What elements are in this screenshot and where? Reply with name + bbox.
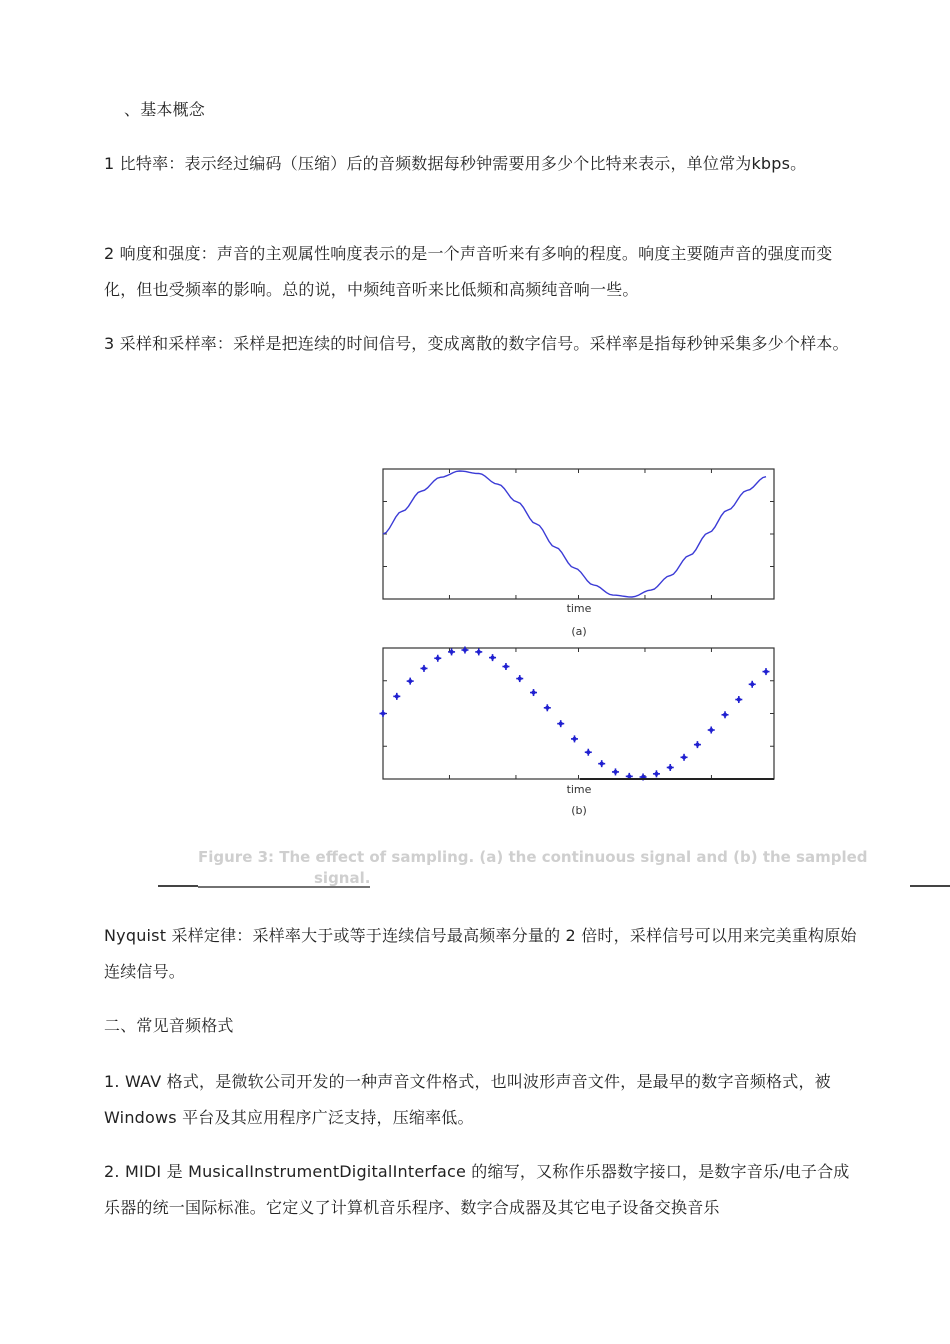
sample-point — [694, 741, 701, 748]
continuous-signal-line — [383, 471, 766, 597]
sample-point — [420, 665, 427, 672]
sample-point — [667, 764, 674, 771]
sample-point — [434, 655, 441, 662]
sample-point — [516, 675, 523, 682]
sample-point — [544, 704, 551, 711]
paragraph-wav: 1. WAV 格式，是微软公司开发的一种声音文件格式，也叫波形声音文件，是最早的数字音频格式，被 Windows 平台及其应用程序广泛支持，压缩率低。 — [104, 1072, 831, 1127]
sample-point — [380, 710, 387, 717]
axis-ticks — [383, 469, 774, 779]
sample-point — [763, 668, 770, 675]
sampling-figure-svg — [150, 462, 950, 892]
panel-b-xlabel: time — [566, 783, 592, 796]
panel-a-frame — [383, 469, 774, 599]
sampling-figure — [150, 462, 950, 892]
sample-point — [557, 720, 564, 727]
sample-point — [585, 749, 592, 756]
panel-a-xlabel: time — [566, 602, 592, 615]
figure-caption-line2: signal. — [314, 869, 371, 887]
paragraph-nyquist: Nyquist 采样定律：采样率大于或等于连续信号最高频率分量的 2 倍时，采样信号可以用来完美重构原始连续信号。 — [104, 926, 857, 981]
sample-point — [722, 711, 729, 718]
sample-point — [530, 689, 537, 696]
sample-point — [598, 760, 605, 767]
sample-point — [489, 654, 496, 661]
panel-b-sublabel: (b) — [571, 804, 587, 817]
panel-b-frame — [383, 648, 774, 779]
sample-point — [502, 663, 509, 670]
sample-point — [749, 681, 756, 688]
section-heading-audio-formats: 二、常见音频格式 — [104, 1016, 234, 1035]
paragraph-loudness: 2 响度和强度：声音的主观属性响度表示的是一个声音听来有多响的程度。响度主要随声音的强度而变化，但也受频率的影响。总的说，中频纯音听来比低频和高频纯音响一些。 — [104, 244, 833, 299]
sample-point — [612, 768, 619, 775]
paragraph-bitrate: 1 比特率：表示经过编码（压缩）后的音频数据每秒钟需要用多少个比特来表示，单位常为kbps。 — [104, 154, 807, 173]
section-heading-basic-concepts: 、基本概念 — [124, 100, 206, 119]
paragraph-sampling: 3 采样和采样率：采样是把连续的时间信号，变成离散的数字信号。采样率是指每秒钟采集多少个样本。 — [104, 334, 849, 353]
sample-point — [735, 696, 742, 703]
panel-a-sublabel: (a) — [571, 625, 587, 638]
sample-point — [653, 770, 660, 777]
sample-point — [708, 727, 715, 734]
sample-point — [681, 754, 688, 761]
sample-point — [407, 678, 414, 685]
sample-point — [571, 735, 578, 742]
sample-point — [475, 648, 482, 655]
sample-point — [393, 693, 400, 700]
figure-caption-line1: Figure 3: The effect of sampling. (a) the continuous signal and (b) the sampled — [198, 848, 868, 866]
sampled-signal-points — [380, 647, 770, 781]
paragraph-midi: 2. MIDI 是 MusicalInstrumentDigitalInterface 的缩写，又称作乐器数字接口，是数字音乐/电子合成乐器的统一国际标准。它定义了计算机音乐程序、数字合成器及其它电子设备交换音乐 — [104, 1162, 850, 1217]
